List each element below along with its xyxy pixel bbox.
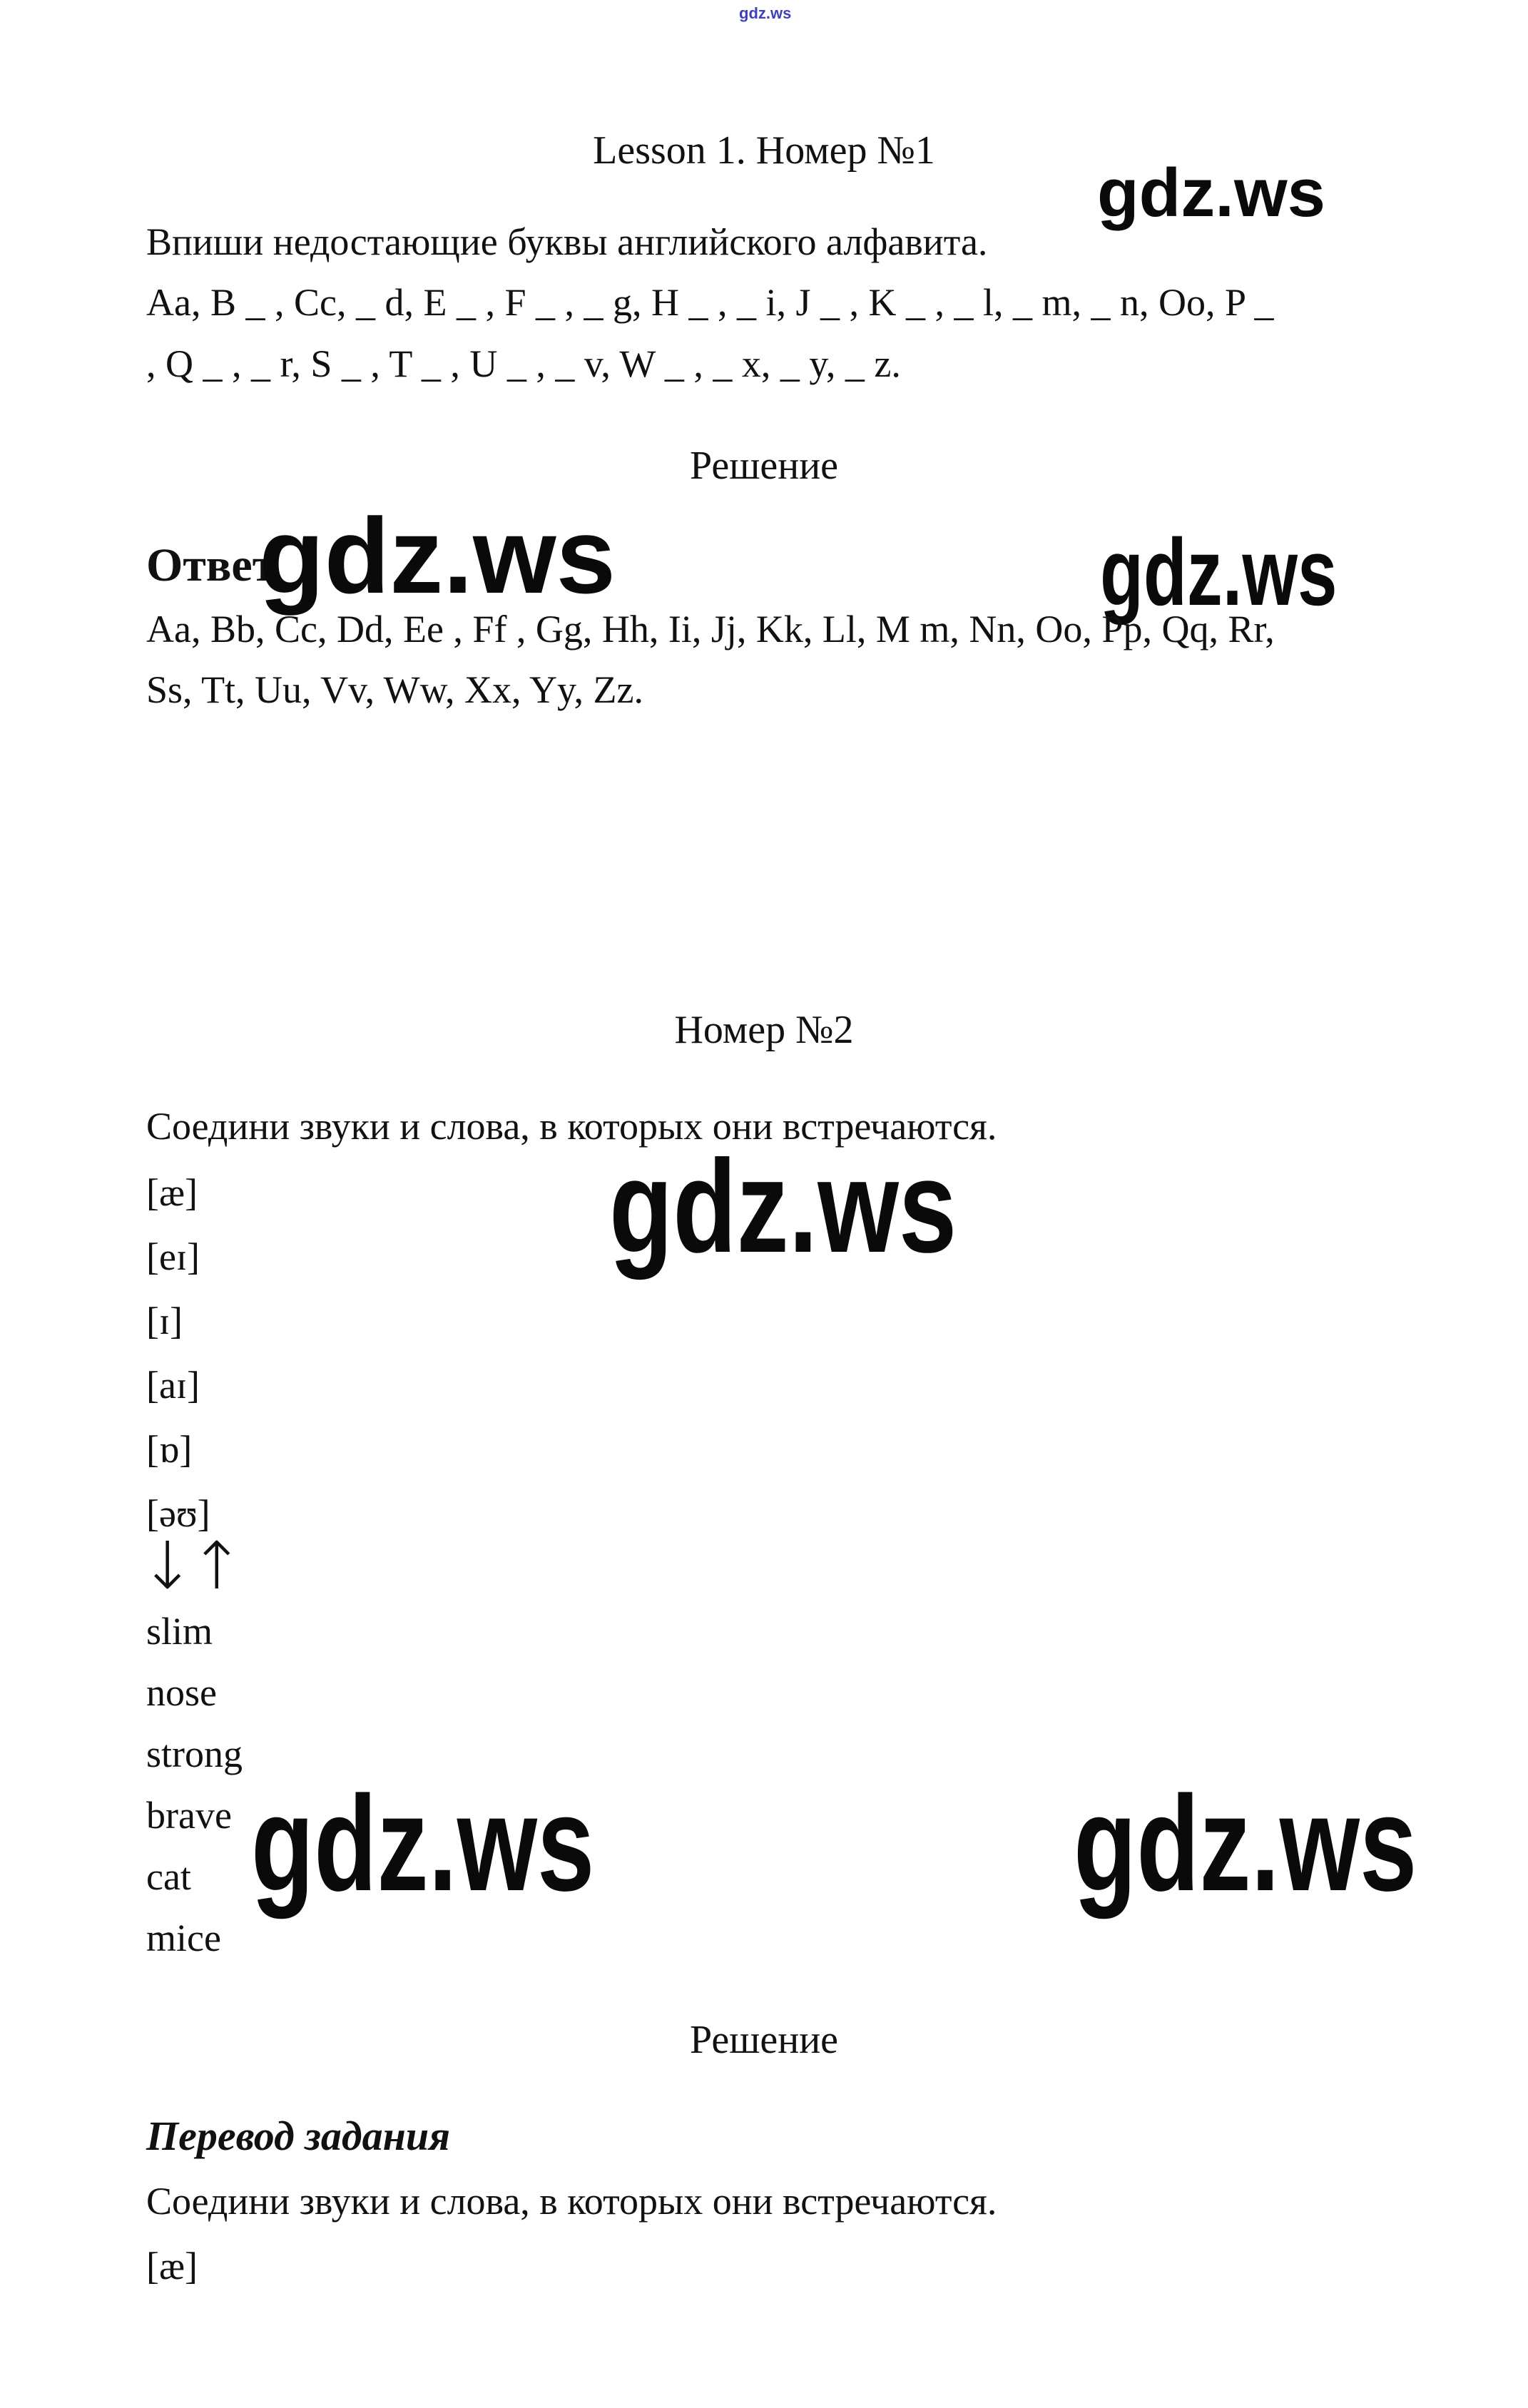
- word-item: slim: [146, 1610, 213, 1653]
- alphabet-line-2: , Q _ , _ r, S _ , T _ , U _ , _ v, W _ , _ x, _ y, _ z.: [146, 342, 901, 385]
- gdz-watermark: gdz.ws: [1074, 1768, 1417, 1919]
- word-item: brave: [146, 1794, 232, 1837]
- exercise2-title: Номер №2: [674, 1008, 854, 1052]
- gdz-watermark: gdz.ws: [609, 1133, 957, 1280]
- site-link[interactable]: gdz.ws: [739, 4, 792, 22]
- sound-item: [ɒ]: [146, 1428, 193, 1471]
- gdz-watermark: gdz.ws: [1100, 520, 1338, 626]
- alphabet-line-1: Aa, B _ , Cc, _ d, E _ , F _ , _ g, H _ , _ i, J _ , K _ , _ l, _ m, _ n, Oo, P _: [146, 281, 1274, 324]
- word-list: [146, 1601, 243, 1969]
- sound-item: [aɪ]: [146, 1364, 200, 1407]
- gdz-watermark: gdz.ws: [259, 496, 616, 616]
- answer-line-2: Ss, Tt, Uu, Vv, Ww, Xx, Yy, Zz.: [146, 668, 643, 711]
- word-item: cat: [146, 1855, 191, 1898]
- sound-item: [ɪ]: [146, 1300, 183, 1342]
- translation-task: Соедини звуки и слова, в которых они встречаются.: [146, 2180, 997, 2223]
- gdz-watermark: gdz.ws: [251, 1768, 595, 1919]
- solution-heading-1: Решение: [689, 444, 839, 488]
- sound-item: [əʊ]: [146, 1492, 210, 1535]
- translation-first-sound: [æ]: [146, 2245, 198, 2287]
- word-item: nose: [146, 1671, 217, 1714]
- exercise1-title: Lesson 1. Номер №1: [593, 128, 935, 173]
- answer-line-1: Aa, Bb, Cc, Dd, Ee , Ff , Gg, Hh, Ii, Jj, Kk, Ll, M m, Nn, Oo, Pp, Qq, Rr,: [146, 608, 1275, 651]
- answer-label: Ответ: [146, 539, 276, 591]
- word-item: strong: [146, 1733, 243, 1775]
- exercise1-task: Впиши недостающие буквы английского алфавита.: [146, 220, 988, 263]
- sound-item: [eɪ]: [146, 1235, 200, 1278]
- sound-item: [æ]: [146, 1171, 198, 1214]
- gdz-watermark: gdz.ws: [1097, 155, 1326, 231]
- translation-heading: Перевод задания: [146, 2113, 450, 2159]
- exercise2-task: Соедини звуки и слова, в которых они встречаются.: [146, 1105, 997, 1148]
- word-item: mice: [146, 1917, 221, 1959]
- solution-heading-2: Решение: [689, 2018, 839, 2062]
- sound-list: [146, 1160, 210, 1546]
- match-arrows-icon: ↓↑: [140, 1528, 239, 1604]
